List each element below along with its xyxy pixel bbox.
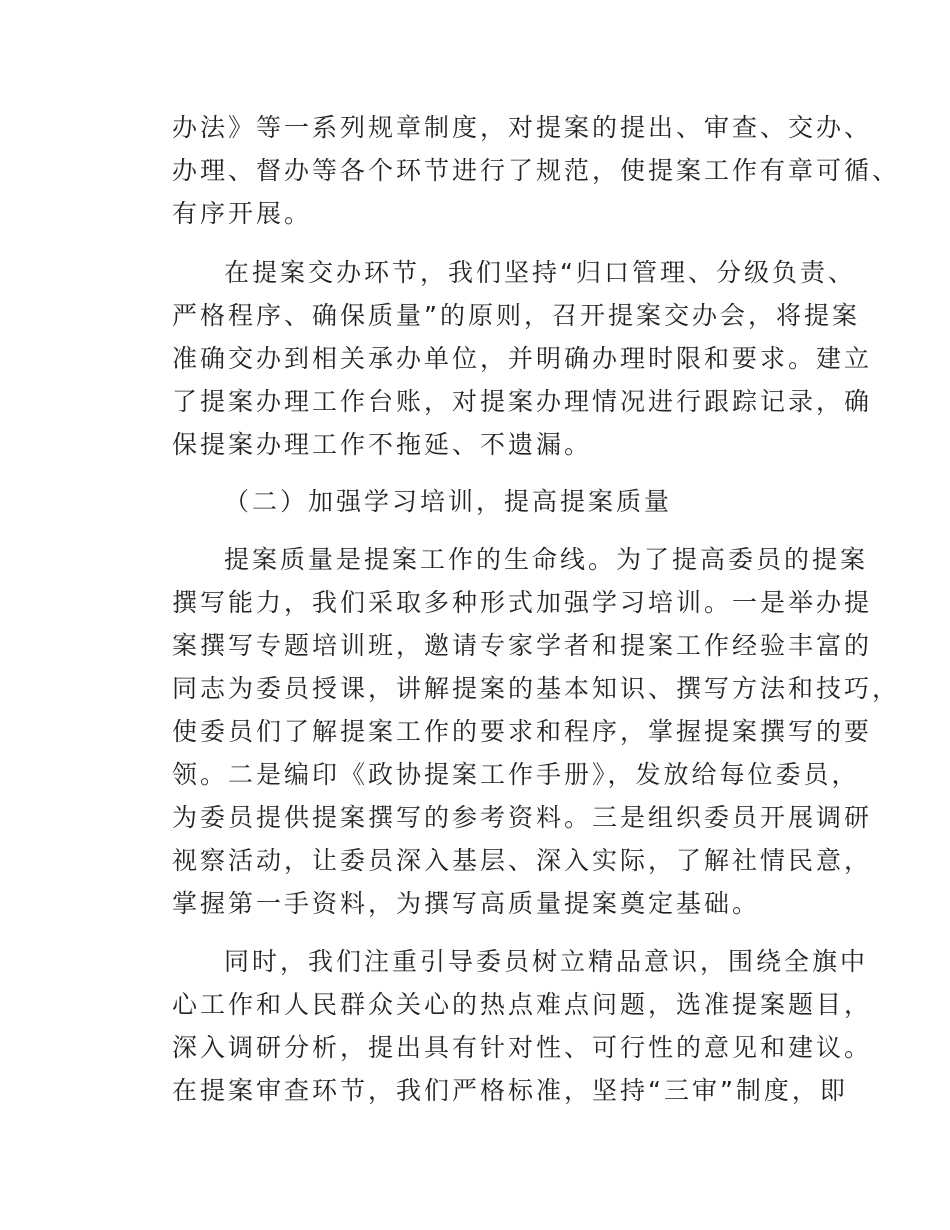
text-line-indented: 提案质量是提案工作的生命线。为了提高委员的提案 <box>224 545 869 574</box>
text-line: 使委员们了解提案工作的要求和程序，掌握提案撰写的要 <box>172 717 873 746</box>
text-line: 视察活动，让委员深入基层、深入实际，了解社情民意， <box>172 846 873 875</box>
text-line: 在提案审查环节，我们严格标准，坚持“三审”制度，即 <box>172 1076 848 1105</box>
text-line: 领。二是编印《政协提案工作手册》，发放给每位委员， <box>172 760 860 789</box>
text-line: 办理、督办等各个环节进行了规范，使提案工作有章可循、 <box>172 156 901 185</box>
text-line: 深入调研分析，提出具有针对性、可行性的意见和建议。 <box>172 1033 873 1062</box>
text-line: 办法》等一系列规章制度，对提案的提出、审查、交办、 <box>172 113 873 142</box>
text-line: 案撰写专题培训班，邀请专家学者和提案工作经验丰富的 <box>172 631 873 660</box>
text-line-indented: 在提案交办环节，我们坚持“归口管理、分级负责、 <box>224 258 856 287</box>
text-line: 保提案办理工作不拖延、不遗漏。 <box>172 430 593 459</box>
text-line: 了提案办理工作台账，对提案办理情况进行跟踪记录，确 <box>172 387 873 416</box>
text-line: 撰写能力，我们采取多种形式加强学习培训。一是举办提 <box>172 588 873 617</box>
text-line: 为委员提供提案撰写的参考资料。三是组织委员开展调研 <box>172 803 873 832</box>
text-line: 严格程序、确保质量”的原则，召开提案交办会，将提案 <box>172 301 860 330</box>
text-line: 准确交办到相关承办单位，并明确办理时限和要求。建立 <box>172 344 873 373</box>
text-line: 同志为委员授课，讲解提案的基本知识、撰写方法和技巧， <box>172 674 901 703</box>
text-line: 掌握第一手资料，为撰写高质量提案奠定基础。 <box>172 889 761 918</box>
text-line: 有序开展。 <box>172 199 313 228</box>
text-line: 心工作和人民群众关心的热点难点问题，选准提案题目， <box>172 990 873 1019</box>
text-line-indented: 同时，我们注重引导委员树立精品意识，围绕全旗中 <box>224 947 869 976</box>
section-heading: （二）加强学习培训，提高提案质量 <box>224 487 673 516</box>
